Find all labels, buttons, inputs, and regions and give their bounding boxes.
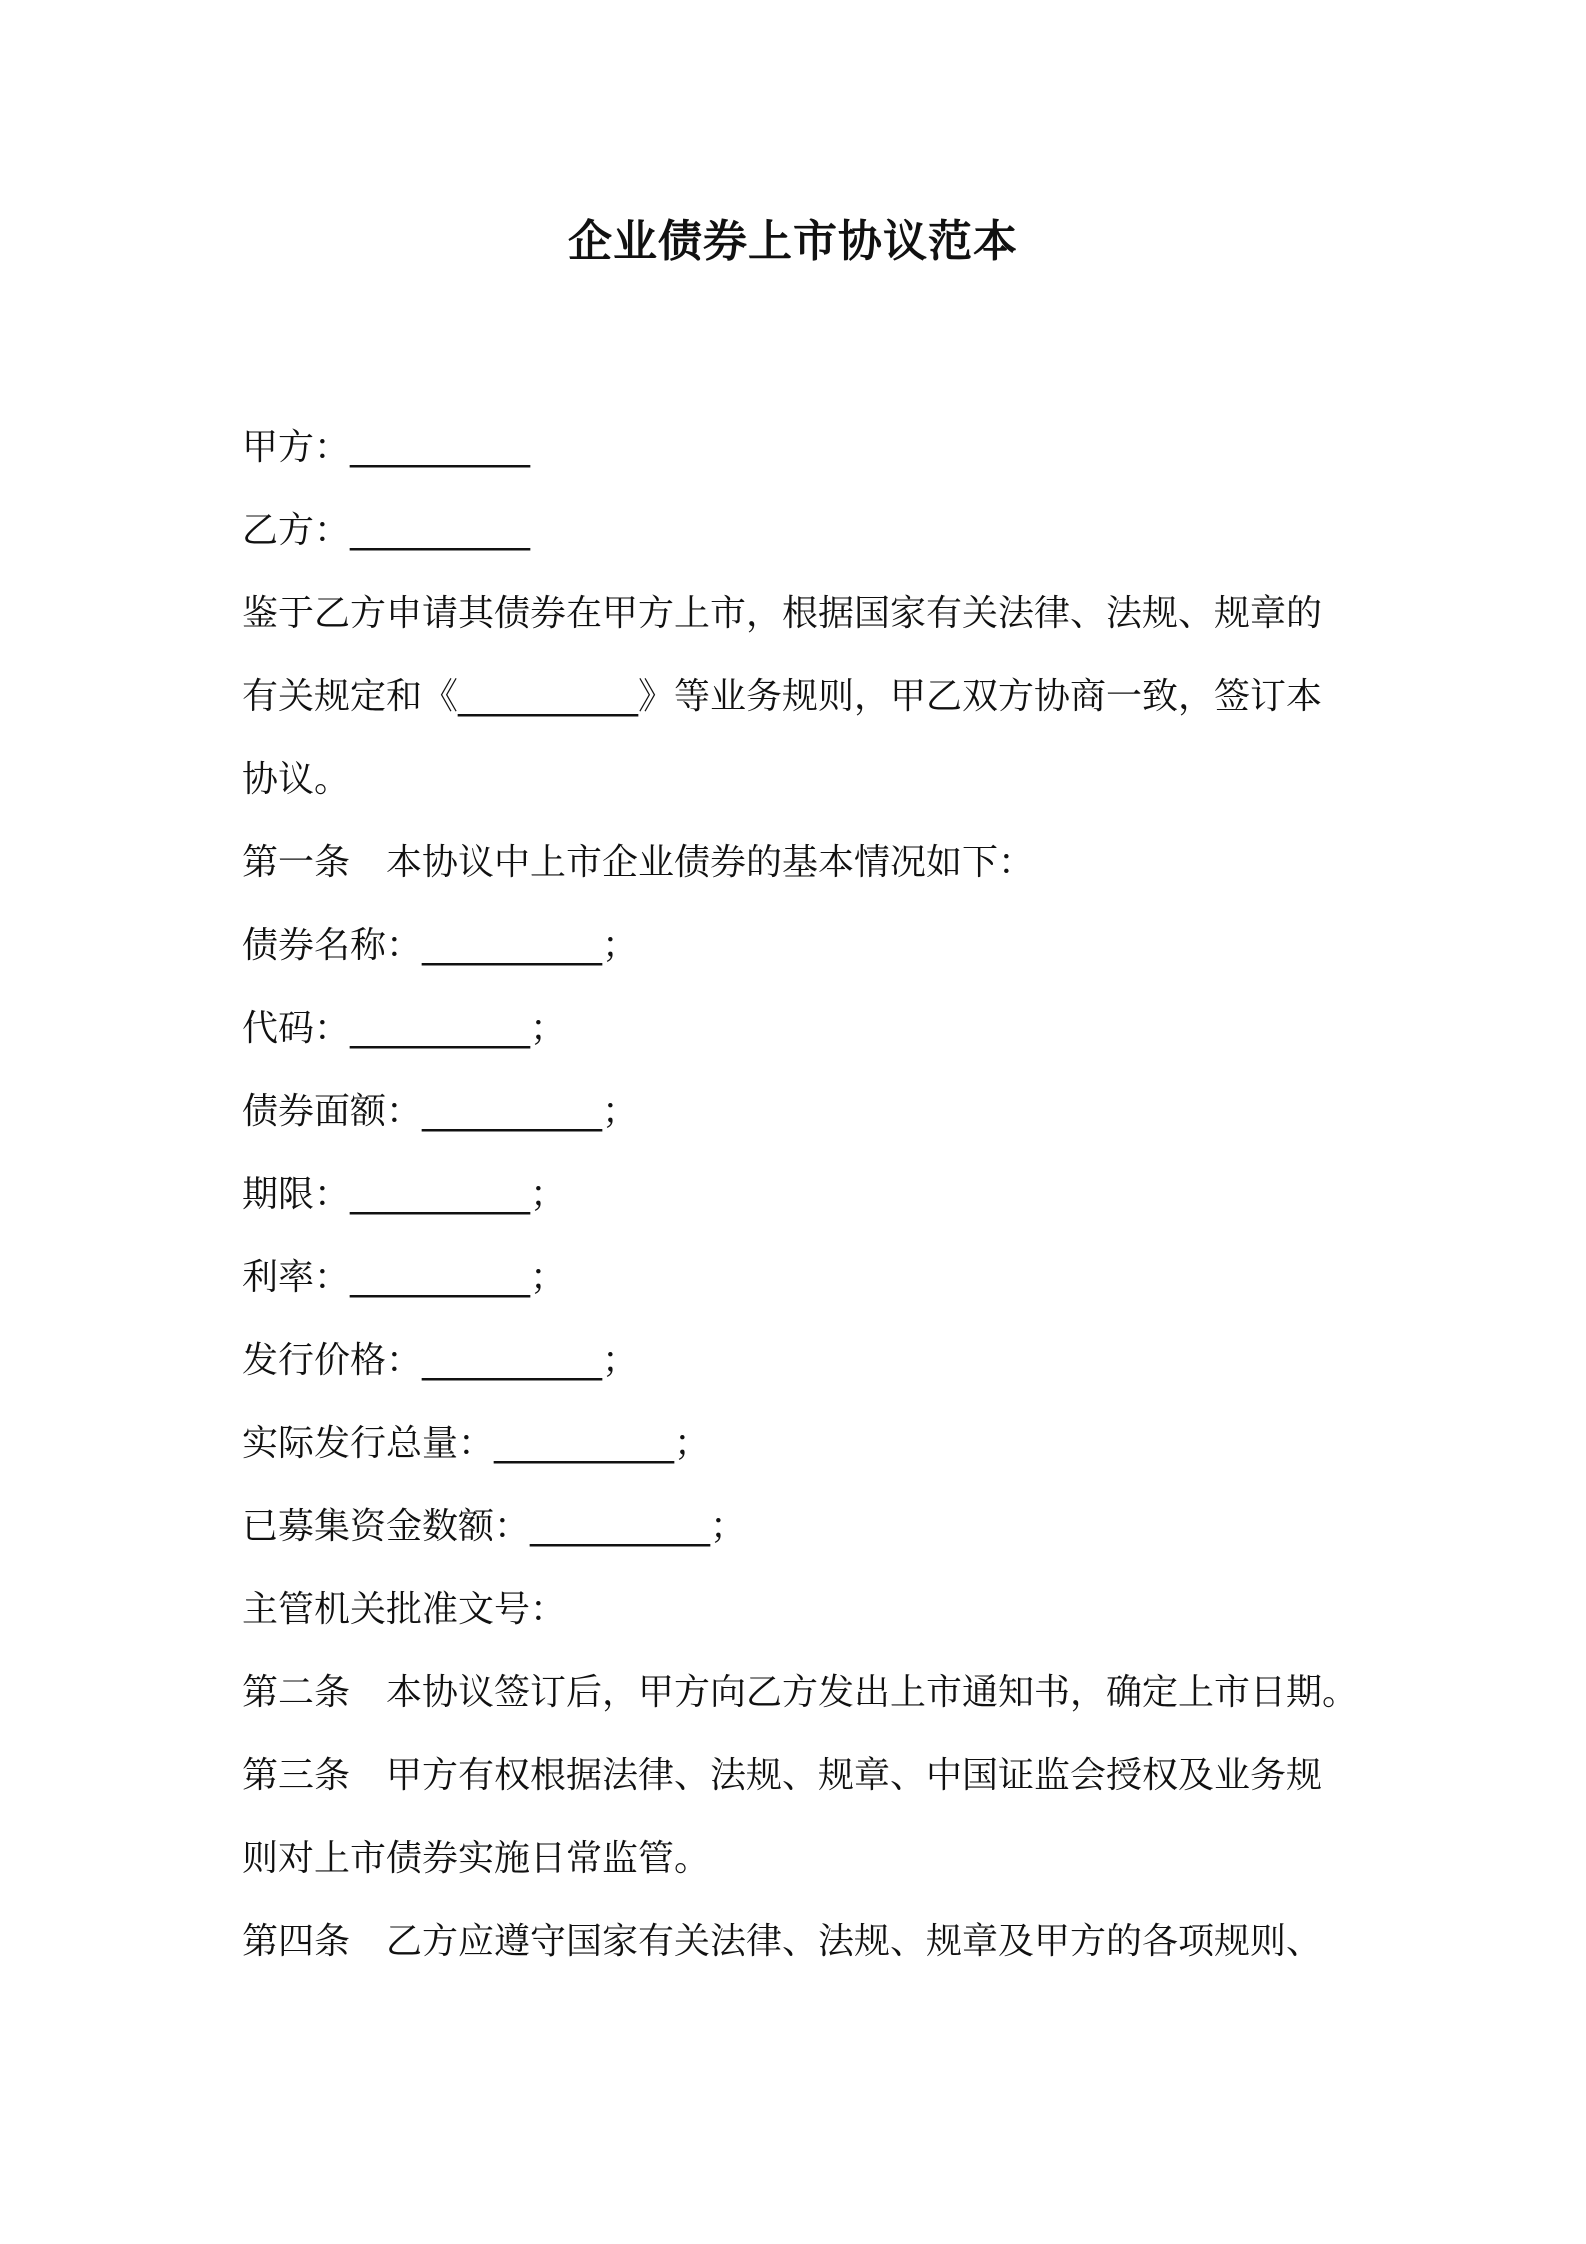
article-1-heading: 第一条 本协议中上市企业债券的基本情况如下： <box>242 842 1035 883</box>
actual-issue-total-field: 实际发行总量：__________； <box>242 1423 711 1464</box>
party-a-line: 甲方：__________ <box>242 427 531 468</box>
bond-interest-rate-field: 利率：__________； <box>242 1257 567 1298</box>
bond-name-field: 债券名称：__________； <box>242 925 639 966</box>
document-body <box>242 406 1362 1983</box>
approval-number-field: 主管机关批准文号： <box>242 1589 567 1630</box>
preamble-line-1: 鉴于乙方申请其债券在甲方上市，根据国家有关法律、法规、规章的 <box>242 593 1323 634</box>
issue-price-field: 发行价格：__________； <box>242 1340 639 1381</box>
preamble-line-2: 有关规定和《__________》等业务规则，甲乙双方协商一致，签订本 <box>242 676 1323 717</box>
bond-code-field: 代码：__________； <box>242 1008 567 1049</box>
preamble-line-3: 协议。 <box>242 759 351 800</box>
party-b-line: 乙方：__________ <box>242 510 531 551</box>
article-2-line: 第二条 本协议签订后，甲方向乙方发出上市通知书，确定上市日期。 <box>242 1672 1359 1713</box>
article-3-line-1: 第三条 甲方有权根据法律、法规、规章、中国证监会授权及业务规 <box>242 1755 1323 1796</box>
bond-term-field: 期限：__________； <box>242 1174 567 1215</box>
bond-face-value-field: 债券面额：__________； <box>242 1091 639 1132</box>
article-4-line-1: 第四条 乙方应遵守国家有关法律、法规、规章及甲方的各项规则、 <box>242 1921 1323 1962</box>
raised-funds-field: 已募集资金数额：__________； <box>242 1506 747 1547</box>
article-3-line-2: 则对上市债券实施日常监管。 <box>242 1838 711 1879</box>
document-title: 企业债券上市协议范本 <box>568 216 1018 267</box>
